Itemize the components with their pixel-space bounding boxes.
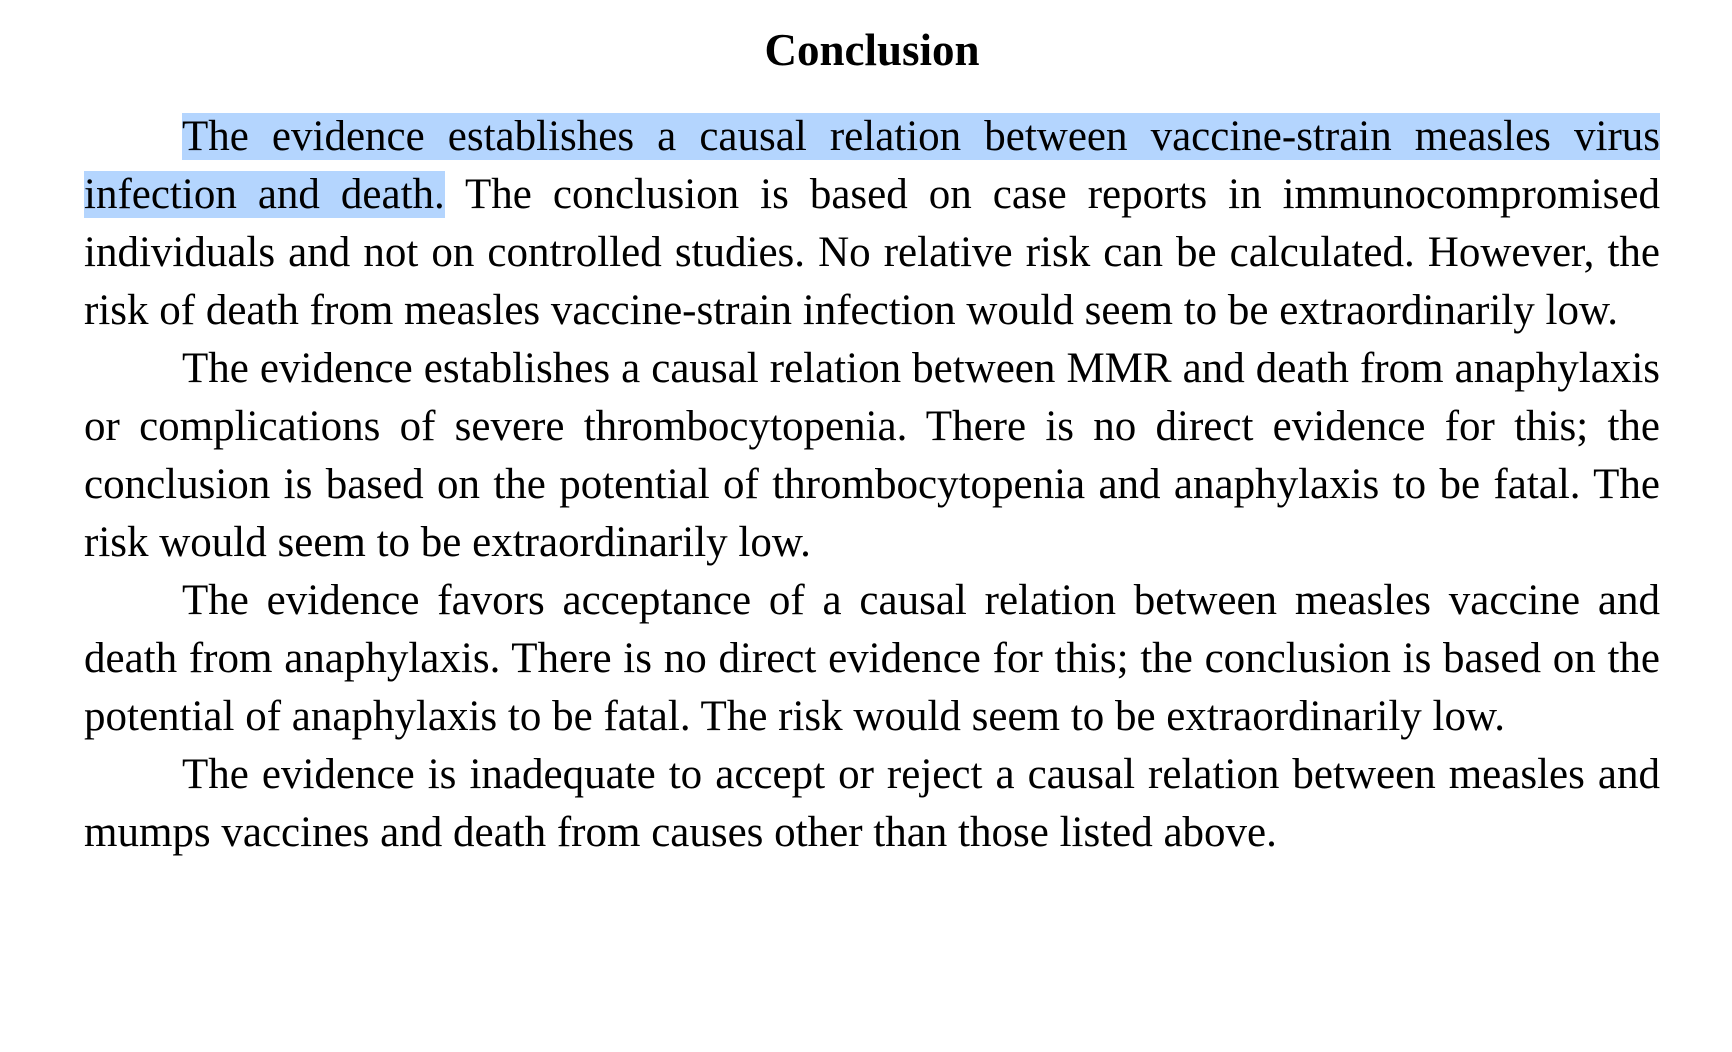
paragraph-4 [84,746,1660,862]
section-heading: Conclusion [764,25,980,75]
paragraph-text[interactable]: The evidence establishes a causal relation between MMR and death from anaphylaxis or complications of severe thrombocytopenia. There is no direct evidence for this; the conclusion is based on the potential of thrombocytopenia and anaphylaxis to be fatal. The risk would seem to be extraordinarily low. [84,345,1660,566]
paragraph-3 [84,572,1660,746]
paragraph-1 [84,108,1660,340]
paragraph-text[interactable]: The evidence is inadequate to accept or reject a causal relation between measles and mumps vaccines and death from causes other than those listed above. [84,751,1660,856]
paragraph-2 [84,340,1660,572]
document-body [84,108,1660,862]
document-page [84,0,1660,862]
paragraph-text[interactable]: The conclusion is based on case reports in immunocompromised individuals and not on controlled studies. No relative risk can be calculated. However, the risk of death from measles vaccine-strain infection would seem to be extraordinarily low. [84,171,1660,334]
paragraph-text[interactable]: The evidence favors acceptance of a causal relation between measles vaccine and death from anaphylaxis. There is no direct evidence for this; the conclusion is based on the potential of anaphylaxis to be fatal. The risk would seem to be extraordinarily low. [84,577,1660,740]
selected-text[interactable]: The evidence establishes a causal relation between vaccine-strain measles virus infection and death. [84,113,1660,218]
